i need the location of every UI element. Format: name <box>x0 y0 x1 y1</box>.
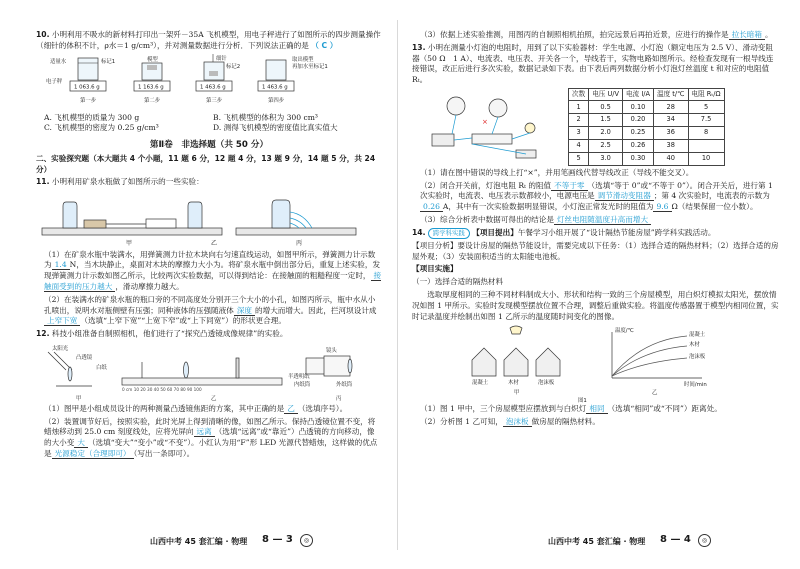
fig12-paper: 白纸 <box>96 364 107 371</box>
table-cell: 5 <box>569 152 589 165</box>
fig11-bing: 丙 <box>296 239 303 247</box>
q13-blank-2: 调节滑动变阻器 <box>595 191 654 201</box>
fig12-lens: 凸透镜 <box>76 354 93 361</box>
table-row <box>569 114 725 127</box>
table-cell: 1.5 <box>589 114 623 127</box>
fig10-mark1-label: 标记1 <box>101 58 116 65</box>
publisher-logo-icon: ◎ <box>698 534 711 547</box>
q12-blank-3: 大 <box>74 438 88 448</box>
table-cell: 34 <box>654 114 689 127</box>
q12-blank-1: 乙 <box>284 404 298 414</box>
question-10-answer: （ C ） <box>311 40 338 50</box>
option-d: D. 测得飞机模型的密度值比真实值大 <box>213 123 338 133</box>
q13-blank-1: 不等于零 <box>551 181 587 191</box>
question-10-figure <box>46 54 346 112</box>
right-page-number: 8 — 4 <box>660 534 691 545</box>
question-11-part-1: （1）在矿泉水瓶中装满水，用弹簧测力计拉木块向右匀速直线运动，如图甲所示，弹簧测力计示数为 1.4 N，当木块静止，桌面对木块的摩擦力大小为。将矿泉水瓶中倒出部分后，重复上述实验，发现弹簧测力计示数如图乙所示，比较两次实验数据，可以得到结论：在接触面的粗糙程度一定时， 接触面受到的压力越大 ，滑动摩擦力越大。 <box>44 249 382 292</box>
question-14-analysis: 【项目分析】要设计房屋的隔热节能设计，需要完成以下任务：（1）选择合适的隔热材料；（2）选择合适的房屋外观；（3）安装面积适当的太阳能电池板。 <box>412 240 779 261</box>
question-13-data-table <box>568 88 725 166</box>
q14-blank-1: 相同 <box>586 404 607 414</box>
fig10-model-label: 模型 <box>147 56 158 63</box>
table-cell: 40 <box>654 152 689 165</box>
section-heading: 第Ⅱ卷 非选择题（共 50 分） <box>149 140 269 151</box>
table-cell: 36 <box>654 127 689 140</box>
table-cell: 5 <box>688 101 724 114</box>
table-cell: 0.5 <box>589 101 623 114</box>
question-12: 12. 科技小组准备自制照相机，他们进行了“探究凸透镜成像规律”的实验。 <box>36 329 288 339</box>
fig12-yi: 乙 <box>211 395 217 402</box>
table-cell: 7.5 <box>688 114 724 127</box>
fig14-series-concrete: 混凝土 <box>689 332 706 339</box>
fig14-series-wood: 木材 <box>689 342 700 349</box>
table-row <box>569 101 725 114</box>
table-header-cell: 电流 I/A <box>623 88 654 100</box>
q12-blank-5: 拉长暗箱 <box>729 30 765 40</box>
fig14-yi: 乙 <box>652 390 658 397</box>
question-13-part-2: （2）闭合开关前，灯泡电阻 Rₜ 的阻值 不等于零 （选填“等于 0”或“不等于 0”）。闭合开关后，进行第 1 次实验时，电流表、电压表示数都较小，电源电压是 调节滑动变阻器 ；第 4 次实验时，电流表的示数为0.26 A，其中有一次实验数据明显错误，小灯泡正常发光时的阻值为 9.6 Ω（结果保留一位小数）。 <box>420 180 773 212</box>
fig10-scale2: 1 163.6 g <box>138 84 164 91</box>
table-cell: 0.10 <box>623 101 654 114</box>
fig10-takeout-label: 取出模型 <box>292 56 314 63</box>
q13-blank-4: 9.6 <box>653 202 671 212</box>
fig12-lens2: 镜头 <box>326 347 337 354</box>
question-13-part-1: （1）请在图中错误的导线上打“×”，并用笔画线代替导线改正（导线不能交叉）。 <box>420 167 694 177</box>
q11-blank-2: 接触面受到的压力越大 <box>44 271 382 292</box>
svg-text:×: × <box>482 117 488 126</box>
fig14-concrete: 混凝土 <box>472 380 489 387</box>
question-13-figure-row <box>412 88 780 166</box>
fig10-balance-label: 电子秤 <box>46 78 63 85</box>
question-12-part-3: （3）依据上述实验推测，用图丙的自制照相机拍照，拍完远景后再拍近景，应进行的操作是 拉长暗箱 。 <box>420 30 773 39</box>
table-cell: 4 <box>569 140 589 153</box>
table-row <box>569 127 725 140</box>
q12-blank-2: 远离 <box>194 427 215 437</box>
question-12-figure <box>36 342 366 404</box>
fig10-step4: 第四步 <box>268 97 285 104</box>
fig10-refill-label: 再加水至标记1 <box>292 63 328 70</box>
question-13-part-3: （3）综合分析表中数据可得出的结论是 灯丝电阻随温度升高而增大 <box>412 215 780 226</box>
table-cell: 1 <box>569 101 589 114</box>
question-14-implementation: 【项目实施】 <box>412 264 458 274</box>
table-row <box>569 140 725 153</box>
table-cell: 3.0 <box>589 152 623 165</box>
q13-blank-3: 0.26 <box>420 202 443 212</box>
q11-blank-1: 1.4 <box>52 260 70 270</box>
page-divider <box>397 20 398 550</box>
table-cell: 0.25 <box>623 127 654 140</box>
table-cell: 2 <box>569 114 589 127</box>
fig12-bing: 丙 <box>336 395 342 402</box>
option-a: A. 飞机模型的质量为 300 g <box>44 112 140 122</box>
fig11-jia: 甲 <box>126 239 133 247</box>
q14-blank-2: 泡沫板 <box>503 417 532 427</box>
fig12-jia: 甲 <box>76 395 82 402</box>
question-14-part-2: （2）分析图 1 乙可知， 泡沫板 做房屋的隔热材料。 <box>420 417 600 427</box>
option-b: B. 飞机模型的体积为 300 cm³ <box>213 112 318 122</box>
table-cell: 2.0 <box>589 127 623 140</box>
table-cell: 8 <box>688 127 724 140</box>
q13-blank-5: 灯丝电阻随温度升高而增大 <box>554 215 651 225</box>
question-13-circuit-figure <box>412 88 562 166</box>
table-row <box>569 152 725 165</box>
fig12-outer: 外纸筒 <box>336 381 353 388</box>
table-header-row <box>569 88 725 100</box>
fig12-sun: 太阳光 <box>52 345 69 352</box>
fig14-series-foam: 泡沫板 <box>689 354 706 361</box>
table-cell: 0.26 <box>623 140 654 153</box>
table-header-cell: 电压 U/V <box>589 88 623 100</box>
table-cell: 2.5 <box>589 140 623 153</box>
fig12-inner: 内纸筒 <box>294 381 311 388</box>
table-cell: 3 <box>569 127 589 140</box>
table-cell: 0.20 <box>623 114 654 127</box>
fig11-yi: 乙 <box>211 239 218 247</box>
option-c: C. 飞机模型的密度为 0.25 g/cm³ <box>44 123 159 133</box>
experiment-section-heading: 二、实验探究题（本大题共 4 个小题，11 题 6 分，12 题 4 分，13 题 9 分，14 题 5 分，共 24 分） <box>36 154 376 175</box>
question-12-part-1: （1）图甲是小组成员设计的两种测量凸透镜焦距的方案，其中正确的是 乙 （选填序号）。 <box>44 403 348 413</box>
question-10-options <box>44 113 382 135</box>
fig14-caption: 图1 <box>578 398 587 405</box>
question-14-figure <box>452 324 752 404</box>
cross-discipline-badge: 跨学科实践 <box>428 228 470 239</box>
fig14-jia: 甲 <box>514 390 520 397</box>
table-header-cell: 温度 t/℃ <box>654 88 689 100</box>
fig10-mark2-label: 标记2 <box>226 63 241 70</box>
fig10-scale3: 1 463.6 g <box>200 84 226 91</box>
question-12-part-2: （2）装置调节好后，按照实验，此时光屏上得到清晰的像，如图乙所示。保持凸透镜位置不变，将蜡烛移动到 25.0 cm 刻度线处，应将光屏向 远离 （选填“远离”或“靠近”）凸透镜的方向移动，像的大小变 大 （选填“变大”“变小”或“不变”）。小红认为用“F”形 LED 光源代替蜡烛，这样做的优点是 光源稳定（合理即可） （写出一条即可）。 <box>44 416 378 459</box>
table-cell: 28 <box>654 101 689 114</box>
question-14-part-1: （1）图 1 甲中，三个房屋模型应摆放到与白炽灯 相同 （选填“相同”或“不同”）距离处。 <box>420 404 722 414</box>
left-page <box>0 0 392 569</box>
question-14: 14. 跨学科实践 【项目提出】午餐学习小组开展了“设计隔热节能房屋”跨学科实践活动。 <box>412 228 780 239</box>
svg-text:0 cm 10 20 30 40 50 60 70 80 9: 0 cm 10 20 30 40 50 60 70 80 90 100 <box>122 386 202 392</box>
right-page <box>400 0 800 569</box>
q11-blank-4: 上窄下宽 <box>44 316 80 326</box>
question-11-figure <box>36 190 366 250</box>
question-11: 11. 小明利用矿泉水瓶做了如图所示的一些实验： <box>36 176 204 186</box>
left-footer: 山西中考 45 套汇编 · 物理 <box>150 537 248 546</box>
table-header-cell: 次数 <box>569 88 589 100</box>
fig14-ylabel: 温度/℃ <box>615 328 634 335</box>
fig14-wood: 木材 <box>508 380 519 387</box>
q12-blank-4: 光源稳定（合理即可） <box>52 449 134 459</box>
question-11-part-2: （2）在装满水的矿泉水瓶的瓶口旁的不同高度处分别开三个大小的小孔，如图丙所示，瓶中水从小孔喷出，说明水对瓶侧壁有压强；同种液体的压强随液体 深度 的增大而增大。因此，拦河坝设计成上窄下宽 （选填“上窄下宽”“上宽下窄”或“上下同宽”）的形状更合理。 <box>44 294 377 326</box>
fig10-scale1: 1 063.6 g <box>74 84 100 91</box>
fig14-xlabel: 时间/min <box>684 382 707 389</box>
question-13: 13. 小明在测量小灯泡的电阻时，用到了以下实验器材：学生电源、小灯泡（额定电压为 2.5 V）、滑动变阻器（50 Ω 1 A）、电流表、电压表、开关各一个，导线若干，实物电路如图所示。经检查发现有一根导线连接错误，改正后进行多次实验，数据记录如下表。由下表后两列数据分析小灯泡灯丝温度 t 和对应的电阻值 Rₜ。 <box>412 42 774 85</box>
question-14-body: 选取厚度相同的三种不同材料制成大小、形状和结构一致的三个房屋模型，用白炽灯模拟太阳光，摆放情况如图 1 甲所示。实验时发现模型摆放位置不合理，调整后重做实验。将温度传感器置于模型内相同位置，实时记录温度并绘制出如图 1 乙所示的温度随时间变化的图像。 <box>412 290 779 321</box>
fig10-scale4: 1 463.6 g <box>262 84 288 91</box>
publisher-logo-icon: ◎ <box>300 534 313 547</box>
table-header-cell: 电阻 Rₜ/Ω <box>688 88 724 100</box>
table-cell <box>688 140 724 153</box>
fig12-semi: 半透明纸 <box>288 373 310 380</box>
left-page-number: 8 — 3 <box>262 534 293 545</box>
fig14-foam: 泡沫板 <box>538 380 555 387</box>
fig10-needle-label: 细针 <box>216 55 227 62</box>
table-cell: 10 <box>688 152 724 165</box>
table-cell: 38 <box>654 140 689 153</box>
question-14-subheading: （一）选择合适的隔热材料 <box>412 277 504 287</box>
right-footer: 山西中考 45 套汇编 · 物理 <box>548 537 646 546</box>
question-10: 10. 小明利用不吸水的新材料打印出一架歼－35A 飞机模型，用电子秤进行了如图所示的四步测量操作（细针的体积不计，ρ水＝1 g/cm³），并对测量数据进行分析．下列说法正确的是 （ C ） <box>36 30 381 50</box>
fig10-step2: 第二步 <box>144 97 161 104</box>
table-cell: 0.30 <box>623 152 654 165</box>
fig10-water-label: 适量水 <box>50 58 67 65</box>
fig10-step1: 第一步 <box>80 97 97 104</box>
q11-blank-3: 深度 <box>234 306 255 316</box>
question-10-stem: 小明利用不吸水的新材料打印出一架歼－35A 飞机模型，用电子秤进行了如图所示的四步测量操作（细针的体积不计，ρ水＝1 g/cm³），并对测量数据进行分析．下列说法正确的是 <box>36 30 381 50</box>
fig10-step3: 第三步 <box>206 97 223 104</box>
